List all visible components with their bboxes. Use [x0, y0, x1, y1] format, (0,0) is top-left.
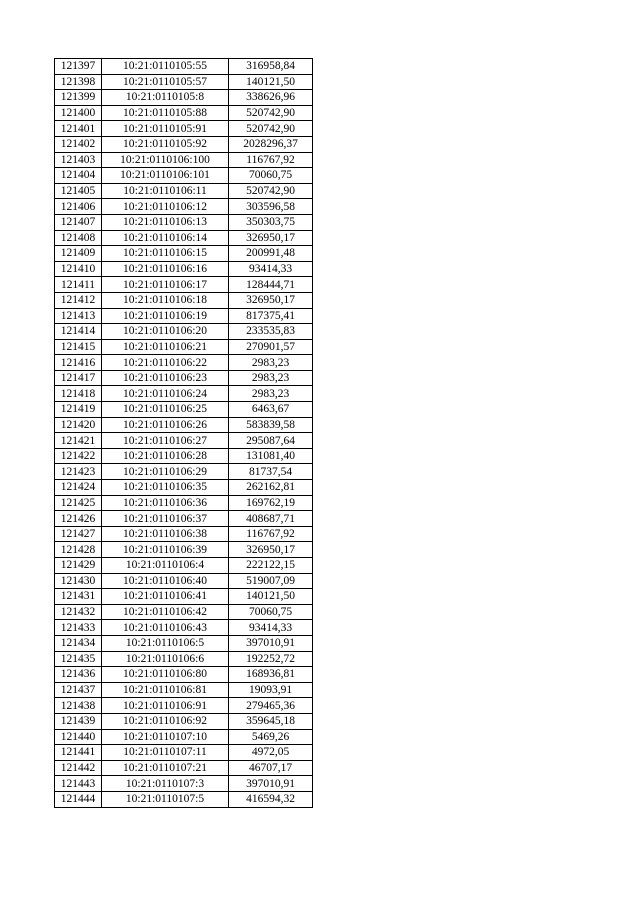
value-cell: 116767,92: [229, 152, 313, 168]
row-number-cell: 121436: [55, 667, 102, 683]
cadastral-number-cell: 10:21:0110106:37: [102, 511, 229, 527]
row-number-cell: 121432: [55, 604, 102, 620]
row-number-cell: 121440: [55, 729, 102, 745]
value-cell: 140121,50: [229, 74, 313, 90]
cadastral-number-cell: 10:21:0110106:101: [102, 168, 229, 184]
value-cell: 303596,58: [229, 199, 313, 215]
cadastral-number-cell: 10:21:0110107:21: [102, 760, 229, 776]
value-cell: 270901,57: [229, 339, 313, 355]
row-number-cell: 121407: [55, 214, 102, 230]
value-cell: 2983,23: [229, 355, 313, 371]
row-number-cell: 121412: [55, 292, 102, 308]
cadastral-number-cell: 10:21:0110105:55: [102, 59, 229, 75]
table-row: [55, 308, 313, 324]
cadastral-number-cell: 10:21:0110106:14: [102, 230, 229, 246]
value-cell: 326950,17: [229, 542, 313, 558]
row-number-cell: 121410: [55, 261, 102, 277]
table-row: [55, 183, 313, 199]
row-number-cell: 121420: [55, 417, 102, 433]
value-cell: 70060,75: [229, 604, 313, 620]
cadastral-number-cell: 10:21:0110106:42: [102, 604, 229, 620]
cadastral-number-cell: 10:21:0110106:28: [102, 448, 229, 464]
cadastral-number-cell: 10:21:0110105:8: [102, 90, 229, 106]
table-row: [55, 230, 313, 246]
cadastral-number-cell: 10:21:0110106:26: [102, 417, 229, 433]
table-row: [55, 558, 313, 574]
cadastral-number-cell: 10:21:0110106:16: [102, 261, 229, 277]
row-number-cell: 121419: [55, 402, 102, 418]
cadastral-number-cell: 10:21:0110107:5: [102, 791, 229, 807]
cadastral-number-cell: 10:21:0110106:11: [102, 183, 229, 199]
cadastral-number-cell: 10:21:0110105:92: [102, 136, 229, 152]
row-number-cell: 121439: [55, 713, 102, 729]
row-number-cell: 121434: [55, 635, 102, 651]
table-row: [55, 355, 313, 371]
table-row: [55, 121, 313, 137]
value-cell: 46707,17: [229, 760, 313, 776]
cadastral-number-cell: 10:21:0110106:18: [102, 292, 229, 308]
value-cell: 416594,32: [229, 791, 313, 807]
table-row: [55, 59, 313, 75]
row-number-cell: 121421: [55, 433, 102, 449]
table-row: [55, 745, 313, 761]
cadastral-number-cell: 10:21:0110105:88: [102, 105, 229, 121]
value-cell: 279465,36: [229, 698, 313, 714]
table-row: [55, 90, 313, 106]
row-number-cell: 121416: [55, 355, 102, 371]
value-cell: 169762,19: [229, 495, 313, 511]
table-row: [55, 495, 313, 511]
table-row: [55, 448, 313, 464]
row-number-cell: 121401: [55, 121, 102, 137]
cadastral-number-cell: 10:21:0110107:10: [102, 729, 229, 745]
cadastral-number-cell: 10:21:0110106:80: [102, 667, 229, 683]
row-number-cell: 121413: [55, 308, 102, 324]
value-cell: 326950,17: [229, 292, 313, 308]
value-cell: 583839,58: [229, 417, 313, 433]
table-row: [55, 168, 313, 184]
cadastral-number-cell: 10:21:0110106:22: [102, 355, 229, 371]
row-number-cell: 121398: [55, 74, 102, 90]
table-row: [55, 791, 313, 807]
data-table: [54, 58, 313, 808]
table-row: [55, 573, 313, 589]
table-row: [55, 152, 313, 168]
value-cell: 520742,90: [229, 183, 313, 199]
row-number-cell: 121441: [55, 745, 102, 761]
value-cell: 128444,71: [229, 277, 313, 293]
table-row: [55, 246, 313, 262]
table-row: [55, 105, 313, 121]
cadastral-number-cell: 10:21:0110106:4: [102, 558, 229, 574]
cadastral-number-cell: 10:21:0110106:36: [102, 495, 229, 511]
value-cell: 81737,54: [229, 464, 313, 480]
row-number-cell: 121442: [55, 760, 102, 776]
value-cell: 817375,41: [229, 308, 313, 324]
row-number-cell: 121428: [55, 542, 102, 558]
value-cell: 338626,96: [229, 90, 313, 106]
value-cell: 116767,92: [229, 526, 313, 542]
row-number-cell: 121400: [55, 105, 102, 121]
value-cell: 6463,67: [229, 402, 313, 418]
table-row: [55, 386, 313, 402]
table-row: [55, 464, 313, 480]
cadastral-number-cell: 10:21:0110106:81: [102, 682, 229, 698]
table-row: [55, 292, 313, 308]
row-number-cell: 121426: [55, 511, 102, 527]
value-cell: 4972,05: [229, 745, 313, 761]
cadastral-number-cell: 10:21:0110106:12: [102, 199, 229, 215]
row-number-cell: 121422: [55, 448, 102, 464]
value-cell: 326950,17: [229, 230, 313, 246]
row-number-cell: 121444: [55, 791, 102, 807]
table-row: [55, 261, 313, 277]
value-cell: 397010,91: [229, 635, 313, 651]
row-number-cell: 121403: [55, 152, 102, 168]
value-cell: 519007,09: [229, 573, 313, 589]
row-number-cell: 121415: [55, 339, 102, 355]
row-number-cell: 121411: [55, 277, 102, 293]
value-cell: 262162,81: [229, 480, 313, 496]
row-number-cell: 121429: [55, 558, 102, 574]
row-number-cell: 121404: [55, 168, 102, 184]
value-cell: 233535,83: [229, 324, 313, 340]
table-row: [55, 729, 313, 745]
cadastral-number-cell: 10:21:0110106:92: [102, 713, 229, 729]
row-number-cell: 121435: [55, 651, 102, 667]
cadastral-number-cell: 10:21:0110106:39: [102, 542, 229, 558]
value-cell: 520742,90: [229, 121, 313, 137]
value-cell: 350303,75: [229, 214, 313, 230]
cadastral-number-cell: 10:21:0110107:3: [102, 776, 229, 792]
cadastral-number-cell: 10:21:0110106:27: [102, 433, 229, 449]
table-row: [55, 667, 313, 683]
value-cell: 2983,23: [229, 370, 313, 386]
cadastral-number-cell: 10:21:0110106:38: [102, 526, 229, 542]
table-row: [55, 589, 313, 605]
row-number-cell: 121418: [55, 386, 102, 402]
row-number-cell: 121425: [55, 495, 102, 511]
table-row: [55, 511, 313, 527]
table-row: [55, 698, 313, 714]
cadastral-number-cell: 10:21:0110106:21: [102, 339, 229, 355]
value-cell: 316958,84: [229, 59, 313, 75]
row-number-cell: 121424: [55, 480, 102, 496]
table-body: [55, 59, 313, 808]
value-cell: 2983,23: [229, 386, 313, 402]
row-number-cell: 121399: [55, 90, 102, 106]
value-cell: 19093,91: [229, 682, 313, 698]
table-row: [55, 74, 313, 90]
value-cell: 131081,40: [229, 448, 313, 464]
cadastral-number-cell: 10:21:0110105:91: [102, 121, 229, 137]
table-row: [55, 526, 313, 542]
row-number-cell: 121414: [55, 324, 102, 340]
table-row: [55, 604, 313, 620]
cadastral-number-cell: 10:21:0110106:13: [102, 214, 229, 230]
row-number-cell: 121417: [55, 370, 102, 386]
table-row: [55, 277, 313, 293]
row-number-cell: 121405: [55, 183, 102, 199]
value-cell: 408687,71: [229, 511, 313, 527]
value-cell: 2028296,37: [229, 136, 313, 152]
row-number-cell: 121438: [55, 698, 102, 714]
cadastral-number-cell: 10:21:0110106:15: [102, 246, 229, 262]
row-number-cell: 121402: [55, 136, 102, 152]
cadastral-number-cell: 10:21:0110106:5: [102, 635, 229, 651]
cadastral-number-cell: 10:21:0110107:11: [102, 745, 229, 761]
cadastral-number-cell: 10:21:0110106:6: [102, 651, 229, 667]
table-row: [55, 760, 313, 776]
cadastral-number-cell: 10:21:0110106:24: [102, 386, 229, 402]
row-number-cell: 121397: [55, 59, 102, 75]
cadastral-number-cell: 10:21:0110106:91: [102, 698, 229, 714]
value-cell: 397010,91: [229, 776, 313, 792]
value-cell: 520742,90: [229, 105, 313, 121]
table-row: [55, 713, 313, 729]
value-cell: 93414,33: [229, 261, 313, 277]
cadastral-number-cell: 10:21:0110106:35: [102, 480, 229, 496]
table-row: [55, 417, 313, 433]
table-row: [55, 635, 313, 651]
value-cell: 5469,26: [229, 729, 313, 745]
table-row: [55, 776, 313, 792]
value-cell: 295087,64: [229, 433, 313, 449]
value-cell: 359645,18: [229, 713, 313, 729]
row-number-cell: 121409: [55, 246, 102, 262]
value-cell: 192252,72: [229, 651, 313, 667]
row-number-cell: 121423: [55, 464, 102, 480]
cadastral-number-cell: 10:21:0110106:29: [102, 464, 229, 480]
row-number-cell: 121433: [55, 620, 102, 636]
cadastral-number-cell: 10:21:0110106:100: [102, 152, 229, 168]
table-row: [55, 620, 313, 636]
table-row: [55, 324, 313, 340]
value-cell: 93414,33: [229, 620, 313, 636]
row-number-cell: 121431: [55, 589, 102, 605]
cadastral-number-cell: 10:21:0110106:43: [102, 620, 229, 636]
table-row: [55, 339, 313, 355]
table-row: [55, 433, 313, 449]
cadastral-number-cell: 10:21:0110105:57: [102, 74, 229, 90]
row-number-cell: 121427: [55, 526, 102, 542]
table-row: [55, 370, 313, 386]
cadastral-number-cell: 10:21:0110106:19: [102, 308, 229, 324]
cadastral-number-cell: 10:21:0110106:23: [102, 370, 229, 386]
table-row: [55, 402, 313, 418]
table-row: [55, 480, 313, 496]
table-row: [55, 136, 313, 152]
value-cell: 200991,48: [229, 246, 313, 262]
row-number-cell: 121443: [55, 776, 102, 792]
row-number-cell: 121408: [55, 230, 102, 246]
table-row: [55, 199, 313, 215]
cadastral-number-cell: 10:21:0110106:25: [102, 402, 229, 418]
row-number-cell: 121437: [55, 682, 102, 698]
value-cell: 140121,50: [229, 589, 313, 605]
table-row: [55, 542, 313, 558]
table-row: [55, 682, 313, 698]
table-row: [55, 214, 313, 230]
cadastral-number-cell: 10:21:0110106:41: [102, 589, 229, 605]
value-cell: 168936,81: [229, 667, 313, 683]
cadastral-number-cell: 10:21:0110106:20: [102, 324, 229, 340]
value-cell: 222122,15: [229, 558, 313, 574]
cadastral-number-cell: 10:21:0110106:17: [102, 277, 229, 293]
cadastral-number-cell: 10:21:0110106:40: [102, 573, 229, 589]
value-cell: 70060,75: [229, 168, 313, 184]
row-number-cell: 121430: [55, 573, 102, 589]
row-number-cell: 121406: [55, 199, 102, 215]
table-row: [55, 651, 313, 667]
